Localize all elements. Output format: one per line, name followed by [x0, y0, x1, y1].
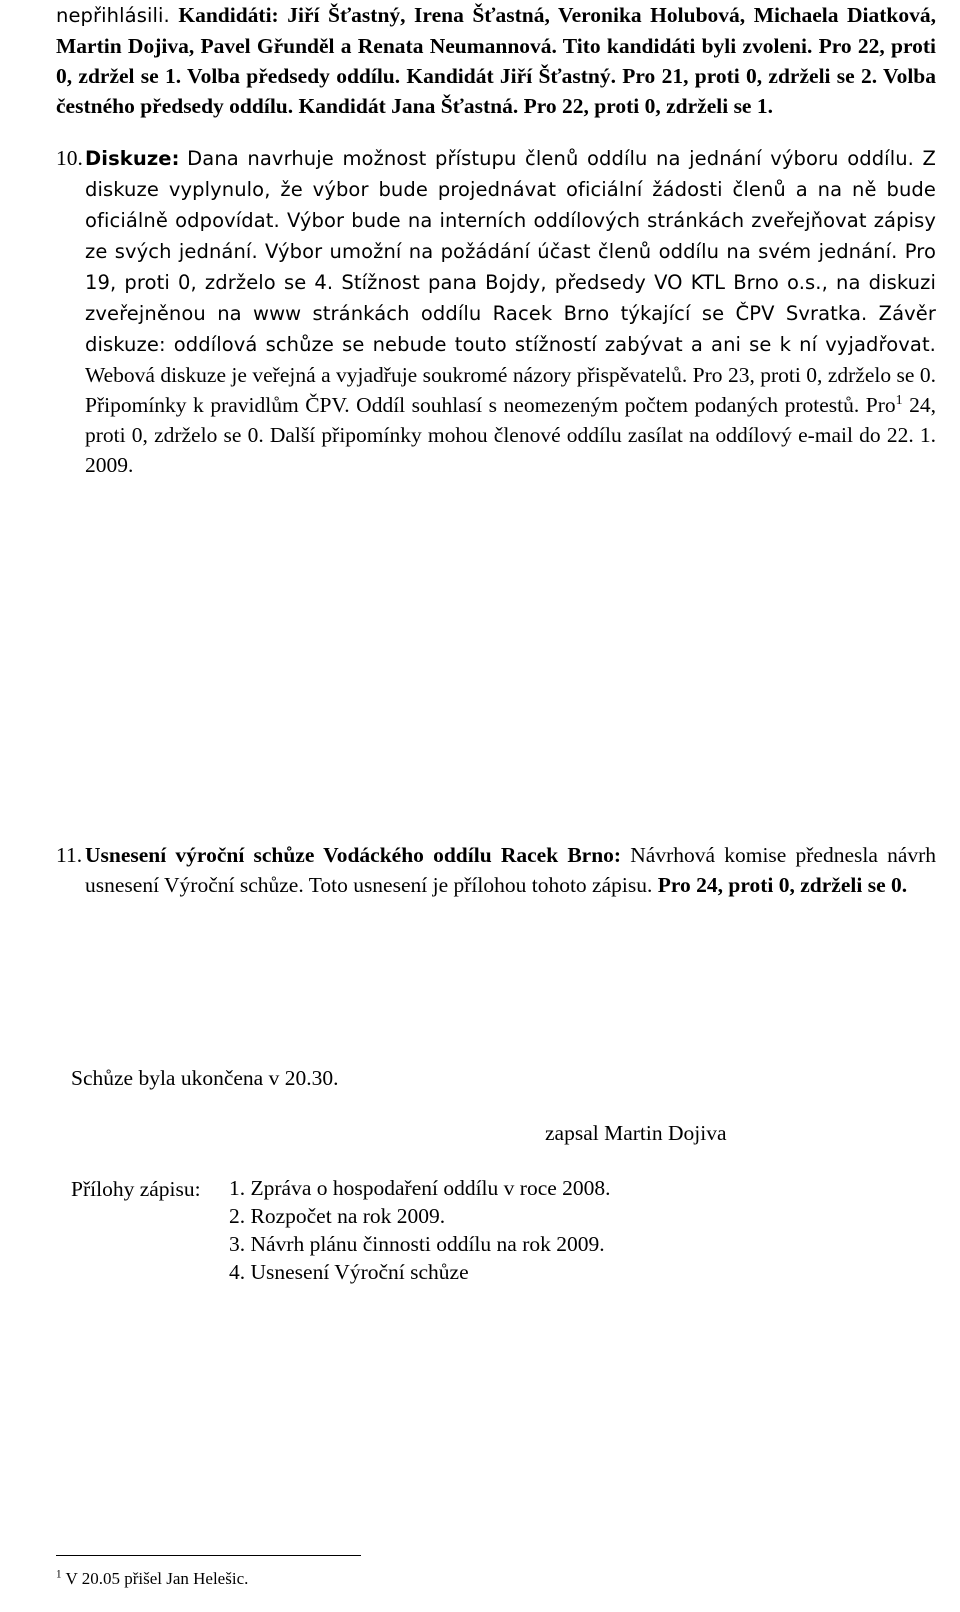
item-10-text-b: Webová diskuze je veřejná a vyjadřuje soukromé názory přispěvatelů. Pro 23, proti 0, zdrželo se 0. Připomínky k pravidlům ČPV. Oddíl souhlasí s neomezeným počtem podaných protestů. Pro [85, 363, 936, 417]
item-11-resolution [85, 840, 936, 900]
attachment-item: 3. Návrh plánu činnosti oddílu na rok 2009. [229, 1232, 605, 1256]
footnote-text: V 20.05 přišel Jan Helešic. [65, 1569, 249, 1588]
item-number-11: 11. [56, 843, 83, 867]
footnote-reference: 1 [895, 392, 903, 408]
item-11-vote: Pro 24, proti 0, zdrželi se 0. [657, 873, 908, 897]
attachment-item: 2. Rozpočet na rok 2009. [229, 1204, 446, 1228]
item-11-text: Návrhová komise přednesla návrh usnesení Výroční schůze. Toto usnesení je přílohou tohoto zápisu. [85, 843, 937, 897]
item-number-10: 10. [56, 146, 83, 170]
election-results-text: Kandidáti: Jiří Šťastný, Irena Šťastná, Veronika Holubová, Michaela Diatková, Martin Dojiva, Pavel Gřunděl a Renata Neumannová. Tito kandidáti byli zvoleni. Pro 22, proti 0, zdržel se 1. Volba předsedy oddílu. Kandidát Jiří Šťastný. Pro 21, proti 0, zdrželi se 2. Volba čestného předsedy oddílu. Kandidát Jana Šťastná. Pro 22, proti 0, zdrželi se 1. [56, 3, 936, 118]
attachment-item: 4. Usnesení Výroční schůze [229, 1260, 469, 1284]
item-10-discussion [85, 143, 936, 480]
item-10-heading: Diskuze: [85, 147, 180, 170]
item-11-heading: Usnesení výroční schůze Vodáckého oddílu Racek Brno: [85, 843, 622, 867]
signature: zapsal Martin Dojiva [545, 1121, 727, 1145]
meeting-closing: Schůze byla ukončena v 20.30. [71, 1066, 339, 1090]
item-10-text-c: 24, proti 0, zdrželo se 0. Další připomínky mohou členové oddílu zasílat na oddílový e-mail do 22. 1. 2009. [85, 393, 936, 477]
attachments-list [229, 1174, 611, 1286]
item-10-text-a: Dana navrhuje možnost přístupu členů oddílu na jednání výboru oddílu. Z diskuze vyplynulo, že výbor bude projednávat oficiální žádosti členů a na ně bude oficiálně odpovídat. Výbor bude na interních oddílových stránkách zveřejňovat zápisy ze svých jednání. Výbor umožní na požádání účast členů oddílu na svém jednání. Pro 19, proti 0, zdrželo se 4. Stížnost pana Bojdy, předsedy VO KTL Brno o.s., na diskuzi zveřejněnou na www stránkách oddílu Racek Brno týkající se ČPV Svratka. Závěr diskuze: oddílová schůze se nebude touto stížností zabývat a ani se k ní vyjadřovat. [85, 147, 937, 356]
continuation-intro: nepřihlásili. [56, 4, 170, 27]
footnote [56, 1568, 248, 1590]
footnote-separator [56, 1555, 361, 1556]
footnote-marker: 1 [56, 1568, 62, 1581]
attachment-item: 1. Zpráva o hospodaření oddílu v roce 2008. [229, 1176, 611, 1200]
attachments-label: Přílohy zápisu: [71, 1177, 201, 1201]
continuation-paragraph [56, 0, 936, 121]
